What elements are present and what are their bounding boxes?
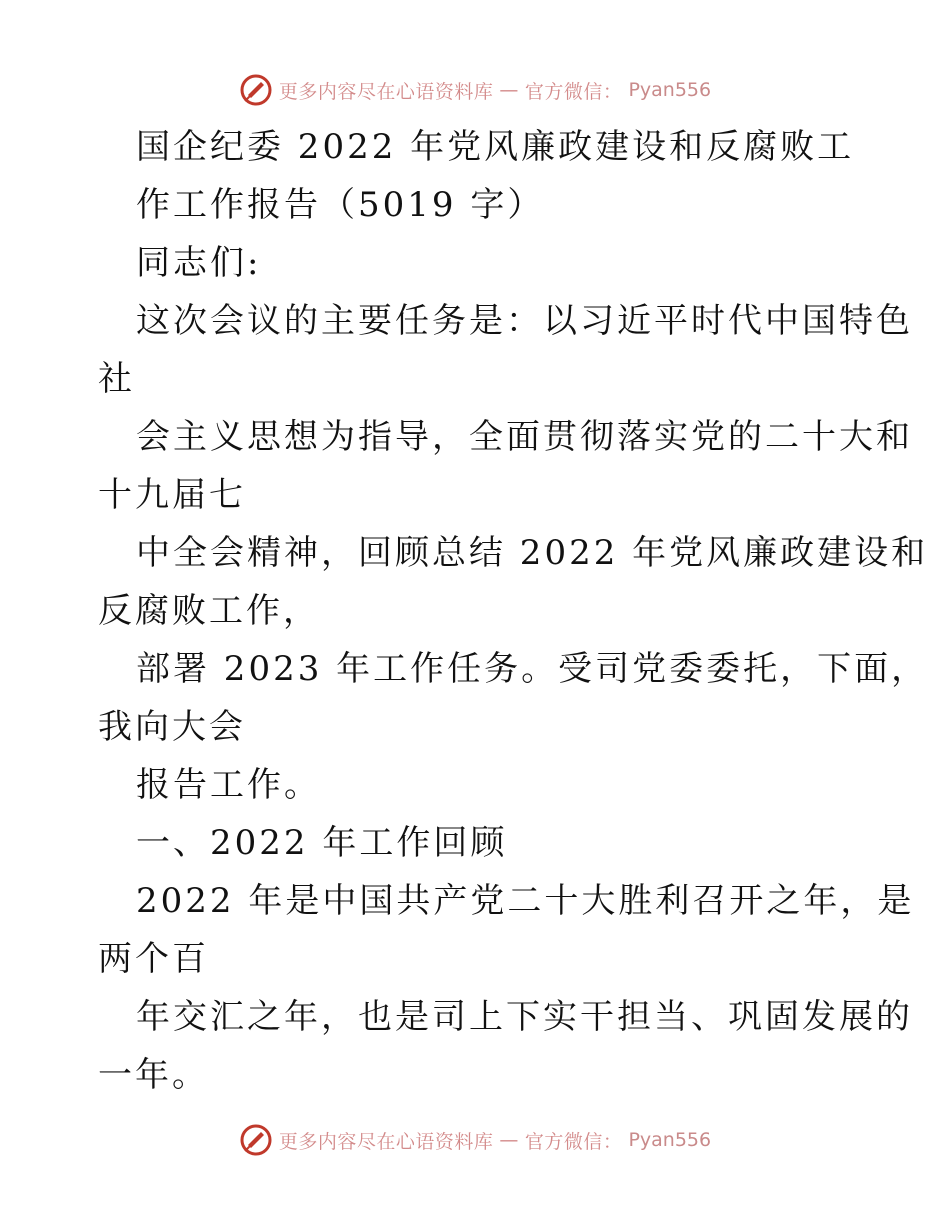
watermark-wechat-id: Pyan556 xyxy=(628,79,712,101)
watermark-header xyxy=(0,70,950,110)
paragraph-line: 部署 2023 年工作任务。受司党委委托，下面， xyxy=(136,649,929,689)
watermark-footer xyxy=(0,1120,950,1160)
paragraph-line: 2022 年是中国共产党二十大胜利召开之年，是 xyxy=(136,881,915,921)
watermark-dash: — xyxy=(499,1129,519,1151)
doc-title-line-1: 国企纪委 2022 年党风廉政建设和反腐败工 xyxy=(136,127,855,167)
doc-title-line-2: 作工作报告（5019 字） xyxy=(136,185,545,225)
paragraph-line: 十九届七 xyxy=(98,475,246,515)
paragraph-line: 社 xyxy=(98,359,135,399)
watermark-wechat-id: Pyan556 xyxy=(628,1129,712,1151)
watermark-site: 更多内容尽在心语资料库 xyxy=(278,80,494,103)
watermark-dash: — xyxy=(499,79,519,101)
paragraph-line: 这次会议的主要任务是：以习近平时代中国特色 xyxy=(136,301,913,341)
watermark-wechat-label: 官方微信： xyxy=(524,80,623,103)
paragraph-line: 年交汇之年，也是司上下实干担当、巩固发展的 xyxy=(136,997,913,1037)
section-heading: 一、2022 年工作回顾 xyxy=(136,823,508,863)
watermark-wechat-label: 官方微信： xyxy=(524,1130,623,1153)
document-body xyxy=(98,118,929,1104)
watermark-logo-icon xyxy=(239,1123,273,1157)
paragraph-line: 会主义思想为指导，全面贯彻落实党的二十大和 xyxy=(136,417,913,457)
watermark-logo-icon xyxy=(239,73,273,107)
watermark-site: 更多内容尽在心语资料库 xyxy=(278,1130,494,1153)
paragraph-line: 报告工作。 xyxy=(136,765,321,805)
paragraph-line: 一年。 xyxy=(98,1055,209,1095)
paragraph-line: 我向大会 xyxy=(98,707,246,747)
paragraph-line: 中全会精神，回顾总结 2022 年党风廉政建设和 xyxy=(136,533,929,573)
paragraph-line: 反腐败工作， xyxy=(98,591,320,631)
salutation: 同志们: xyxy=(136,243,262,283)
paragraph-line: 两个百 xyxy=(98,939,209,979)
